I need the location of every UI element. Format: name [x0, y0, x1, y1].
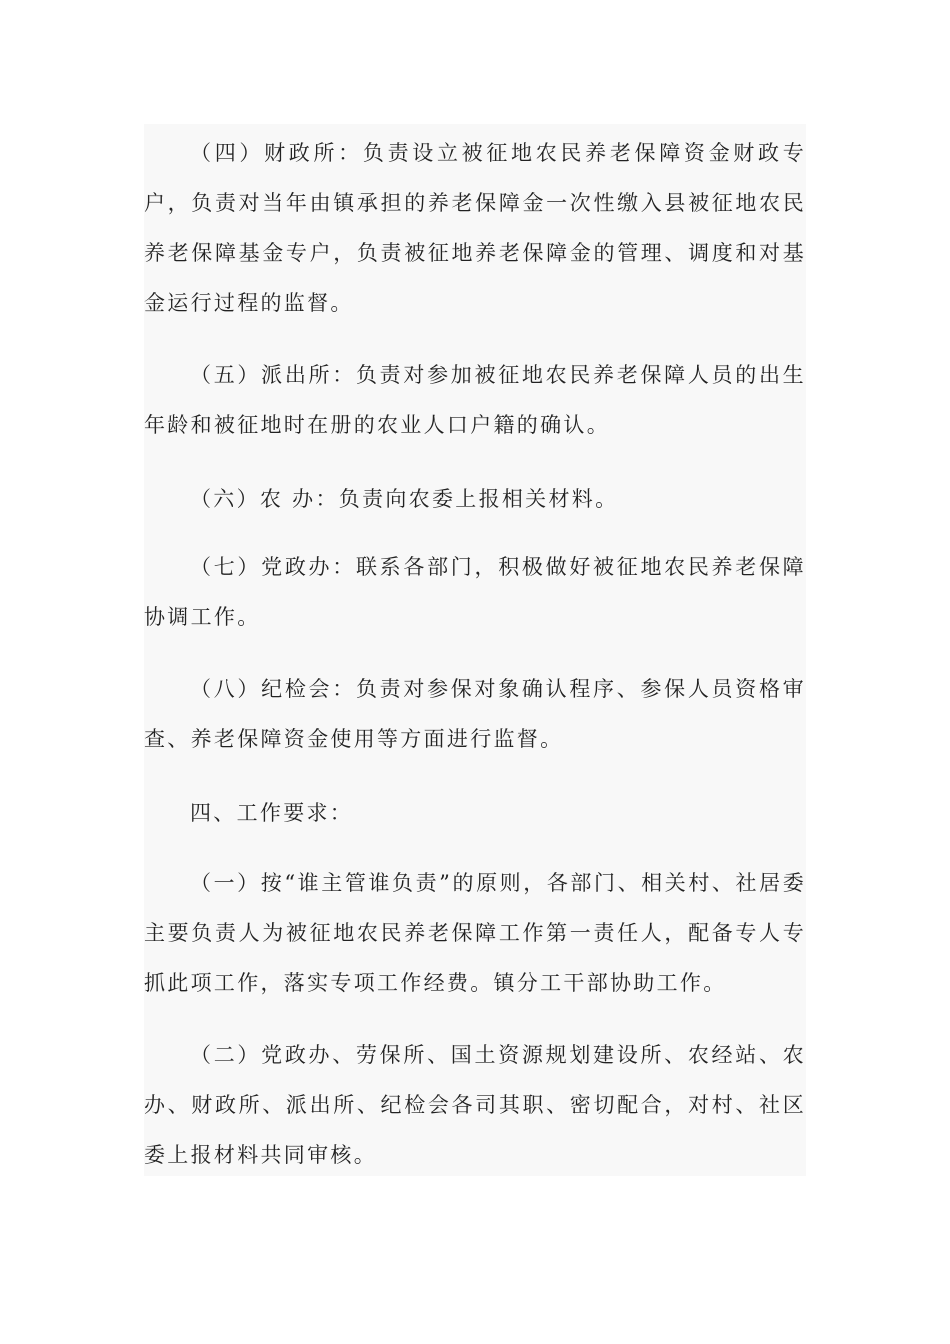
paragraph-requirement-two: （二）党政办、劳保所、国土资源规划建设所、农经站、农办、财政所、派出所、纪检会各司其职、密切配合，对村、社区委上报材料共同审核。 [144, 1043, 806, 1167]
paragraph-police-station: （五）派出所：负责对参加被征地农民养老保障人员的出生年龄和被征地时在册的农业人口户籍的确认。 [144, 363, 806, 437]
paragraph-discipline-committee: （八）纪检会：负责对参保对象确认程序、参保人员资格审查、养老保障资金使用等方面进行监督。 [144, 677, 806, 751]
paragraph-agriculture-office: （六）农 办：负责向农委上报相关材料。 [190, 487, 619, 511]
paragraph-finance-office: （四）财政所：负责设立被征地农民养老保障资金财政专户，负责对当年由镇承担的养老保障金一次性缴入县被征地农民养老保障基金专户，负责被征地养老保障金的管理、调度和对基金运行过程的监督。 [144, 141, 806, 315]
document-body [144, 124, 806, 1176]
paragraph-party-office: （七）党政办：联系各部门，积极做好被征地农民养老保障协调工作。 [144, 555, 806, 629]
section-heading-work-requirements: 四、工作要求： [190, 801, 354, 825]
paragraph-requirement-one: （一）按“谁主管谁负责”的原则，各部门、相关村、社居委主要负责人为被征地农民养老保障工作第一责任人，配备专人专抓此项工作，落实专项工作经费。镇分工干部协助工作。 [144, 871, 806, 995]
